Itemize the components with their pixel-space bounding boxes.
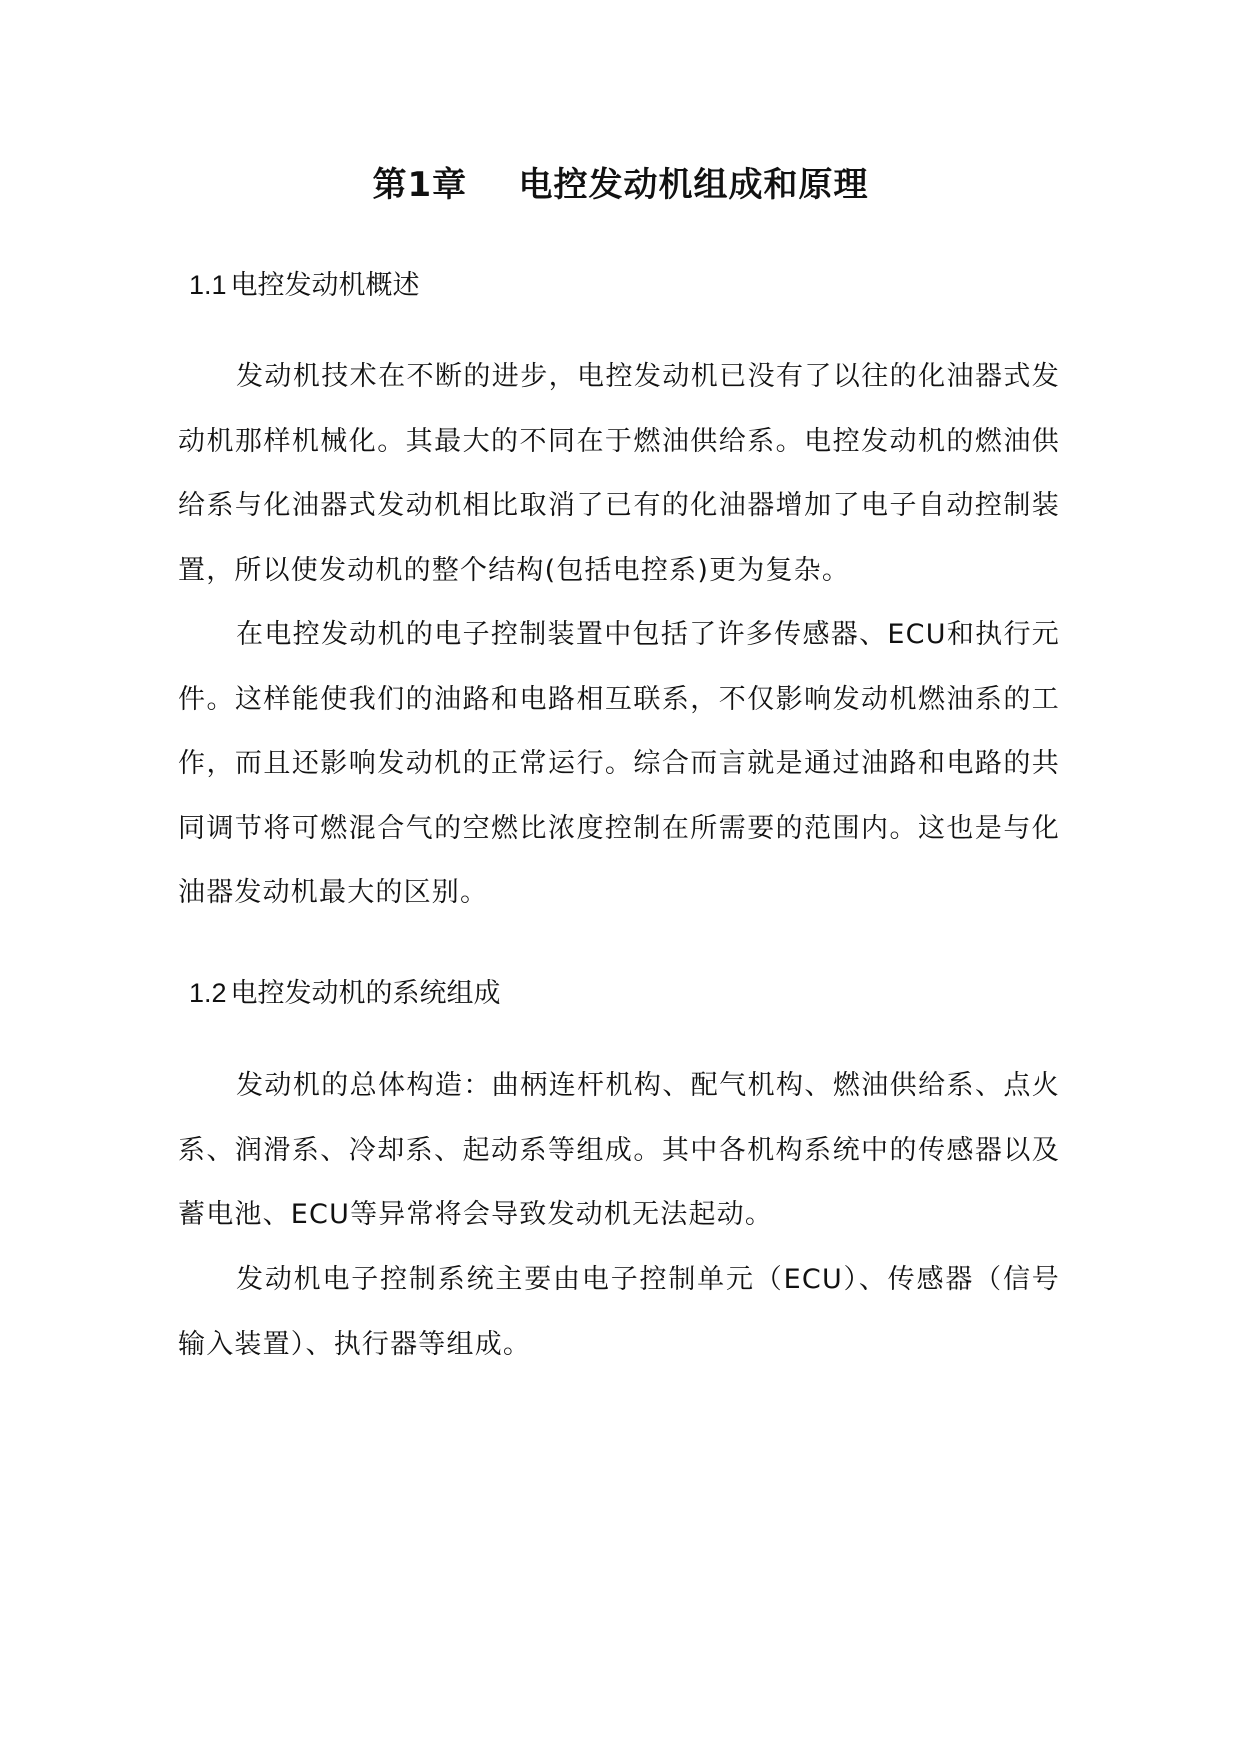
paragraph: 发动机电子控制系统主要由电子控制单元（ECU）、传感器（信号输入装置）、执行器等组成。 [178, 1264, 1060, 1360]
section-number: 1.1 [189, 270, 227, 300]
section-number: 1.2 [189, 978, 227, 1008]
section-heading-1-2 [189, 976, 1089, 1011]
chapter-title: 第1章 电控发动机组成和原理 [372, 165, 869, 205]
paragraph: 发动机的总体构造：曲柄连杆机构、配气机构、燃油供给系、点火系、润滑系、冷却系、起动系等组成。其中各机构系统中的传感器以及蓄电池、ECU等异常将会导致发动机无法起动。 [178, 1070, 1060, 1230]
section-title: 电控发动机概述 [230, 270, 420, 301]
section-heading-1-1 [189, 268, 1089, 303]
section-title: 电控发动机的系统组成 [230, 978, 501, 1009]
paragraph: 发动机技术在不断的进步，电控发动机已没有了以往的化油器式发动机那样机械化。其最大的不同在于燃油供给系。电控发动机的燃油供给系与化油器式发动机相比取消了已有的化油器增加了电子自动控制装置，所以使发动机的整个结构(包括电控系)更为复杂。 [178, 361, 1060, 586]
paragraph: 在电控发动机的电子控制装置中包括了许多传感器、ECU和执行元件。这样能使我们的油路和电路相互联系，不仅影响发动机燃油系的工作，而且还影响发动机的正常运行。综合而言就是通过油路和电路的共同调节将可燃混合气的空燃比浓度控制在所需要的范围内。这也是与化油器发动机最大的区别。 [178, 619, 1060, 908]
